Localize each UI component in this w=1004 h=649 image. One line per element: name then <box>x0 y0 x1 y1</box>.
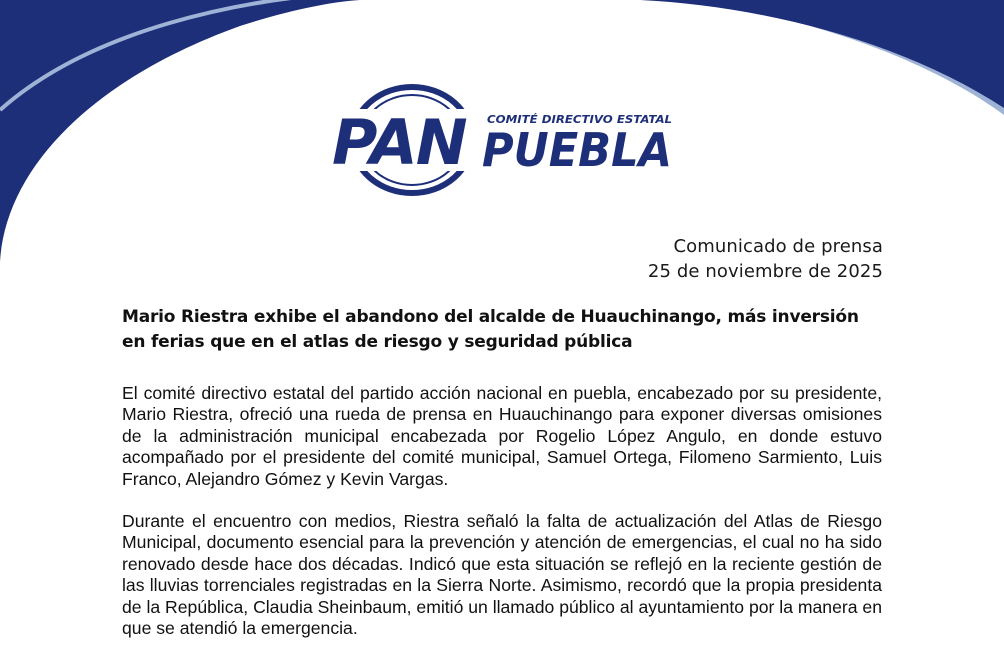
logo-state-text: PUEBLA <box>482 123 672 177</box>
body-paragraph-1: El comité directivo estatal del partido acción nacional en puebla, encabezado por su presidente, Mario Riestra, ofreció una rueda de prensa en Huauchinango para exponer diversas omisiones de la administración municipal encabezada por Rogelio López Angulo, en donde estuvo acompañado por el presidente del comité municipal, Samuel Ortega, Filomeno Sarmiento, Luis Franco, Alejandro Gómez y Kevin Vargas. <box>122 383 882 489</box>
headline: Mario Riestra exhibe el abandono del alcalde de Huauchinango, más inversión en ferias que en el atlas de riesgo y seguridad pública <box>122 307 859 352</box>
document-date: 25 de noviembre de 2025 <box>647 261 883 282</box>
logo-subtitle-text: COMITÉ DIRECTIVO ESTATAL <box>487 113 672 126</box>
body-paragraph-2: Durante el encuentro con medios, Riestra señaló la falta de actualización del Atlas de Riesgo Municipal, documento esencial para la prevención y atención de emergencias, el cual no ha sido renovado desde hace dos décadas. Indicó que esta situación se reflejó en la reciente gestión de las lluvias torrenciales registradas en la Sierra Norte. Asimismo, recordó que la propia presidenta de la República, Claudia Sheinbaum, emitió un llamado público al ayuntamiento por la manera en que se atendió la emergencia. <box>122 511 882 639</box>
pan-puebla-logo <box>330 84 680 199</box>
document-type-label: Comunicado de prensa <box>673 236 883 257</box>
press-release-meta <box>648 234 883 284</box>
logo-pan-text: PAN <box>332 106 466 179</box>
